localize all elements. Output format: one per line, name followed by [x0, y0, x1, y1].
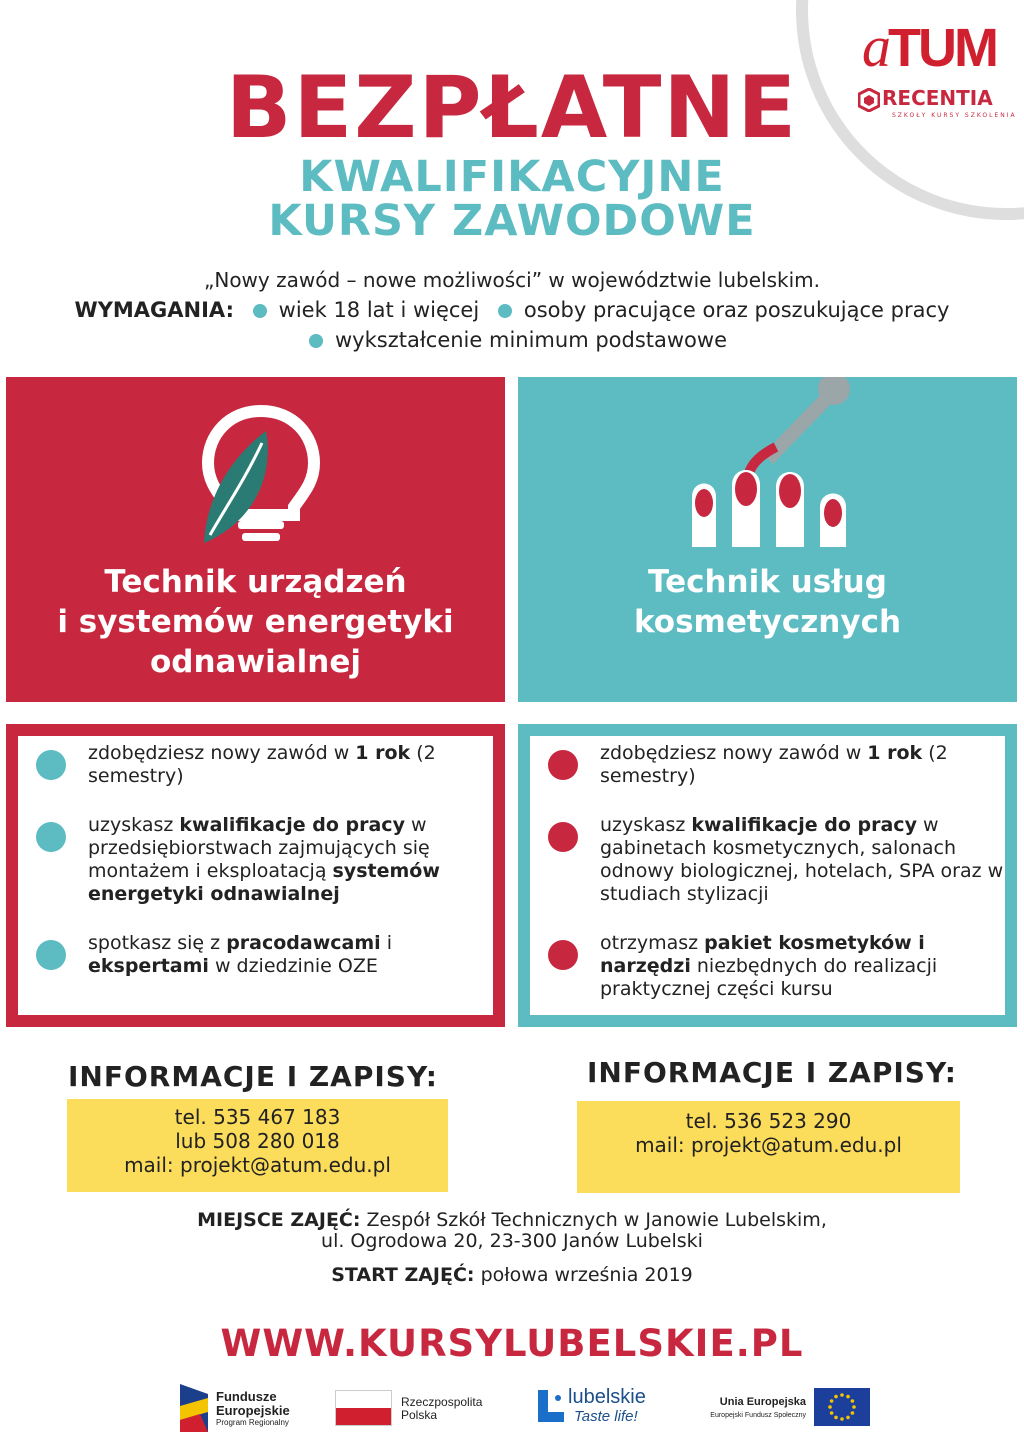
bullet-dot-icon	[36, 940, 66, 970]
bullet-dot-icon	[548, 940, 578, 970]
lubelskie-logo: lubelskie Taste life!	[528, 1384, 658, 1432]
bullet-dot-icon	[309, 334, 323, 348]
benefits-box-cosmetics: zdobędziesz nowy zawód w 1 rok (2 semestry) uzyskasz kwalifikacje do pracy w gabinetach kosmetycznych, salonach odnowy biologicznej, hotelach, SPA oraz w studiach stylizacji otrzymasz pakiet kosmetyków i narzędzi niezbędnych do realizacji praktycznej części kursu	[518, 724, 1017, 1027]
contact-phone[interactable]: tel. 535 467 183	[174, 1105, 341, 1129]
bullet-dot-icon	[548, 750, 578, 780]
requirement-item: wiek 18 lat i więcej	[278, 298, 480, 322]
page-subtitle-line1: KWALIFIKACYJNE	[299, 152, 725, 202]
contact-heading-cosmetics: INFORMACJE I ZAPISY:	[587, 1056, 957, 1089]
page-title: BEZPŁATNE	[225, 58, 799, 158]
website-link[interactable]: WWW.KURSYLUBELSKIE.PL	[220, 1322, 804, 1365]
bullet-dot-icon	[36, 822, 66, 852]
bullet-dot-icon	[253, 304, 267, 318]
atum-logo: aTUM	[862, 14, 996, 79]
contact-box-cosmetics	[577, 1101, 960, 1193]
contact-phone-alt[interactable]: lub 508 280 018	[175, 1129, 340, 1153]
requirement-item: wykształcenie minimum podstawowe	[334, 328, 727, 352]
page-subtitle-line2: KURSY ZAWODOWE	[268, 196, 756, 246]
contact-box-energy	[67, 1099, 448, 1192]
course-title-cosmetics: Technik usług kosmetycznych	[633, 564, 902, 640]
lightbulb-leaf-icon	[196, 403, 326, 553]
unia-europejska-logo: Unia Europejska Europejski Fundusz Społeczny	[682, 1384, 872, 1432]
recentia-tagline: SZKOŁY KURSY SZKOLENIA	[892, 112, 1017, 119]
course-panel-cosmetics	[518, 377, 1017, 702]
contact-heading-energy: INFORMACJE I ZAPISY:	[68, 1060, 438, 1093]
lubelskie-emblem-icon	[528, 1388, 568, 1428]
contact-email[interactable]: mail: projekt@atum.edu.pl	[635, 1133, 902, 1157]
class-start: START ZAJĘĆ: połowa września 2019	[331, 1264, 693, 1286]
fundusze-europejskie-logo: Fundusze Europejskie Program Regionalny	[180, 1384, 340, 1432]
eu-flag-icon	[814, 1388, 870, 1426]
nail-polish-icon	[688, 377, 858, 547]
tagline: „Nowy zawód – nowe możliwości” w województwie lubelskim.	[204, 268, 820, 292]
contact-phone[interactable]: tel. 536 523 290	[685, 1109, 852, 1133]
requirements-line-2	[0, 328, 1024, 352]
fe-emblem-icon	[180, 1384, 208, 1432]
course-panel-energy	[6, 377, 505, 702]
bullet-dot-icon	[36, 750, 66, 780]
requirements-label: WYMAGANIA:	[74, 298, 234, 322]
polish-flag-icon	[335, 1390, 392, 1426]
requirements-line	[0, 298, 1024, 322]
bullet-dot-icon	[548, 822, 578, 852]
rzeczpospolita-polska-logo: Rzeczpospolita Polska	[335, 1384, 505, 1432]
recentia-name: RECENTIA	[882, 86, 993, 110]
class-location: MIEJSCE ZAJĘĆ: Zespół Szkół Technicznych w Janowie Lubelskim, ul. Ogrodowa 20, 23-300 Janów Lubelski	[197, 1209, 827, 1252]
course-title-energy: Technik urządzeń i systemów energetyki odnawialnej	[57, 564, 454, 680]
bullet-dot-icon	[498, 304, 512, 318]
contact-email[interactable]: mail: projekt@atum.edu.pl	[124, 1153, 391, 1177]
requirement-item: osoby pracujące oraz poszukujące pracy	[523, 298, 950, 322]
benefits-box-energy: zdobędziesz nowy zawód w 1 rok (2 semestry) uzyskasz kwalifikacje do pracy w przedsiębiorstwach zajmujących się montażem i eksploatacją systemów energetyki odnawialnej spotkasz się z pracodawcami i ekspertami w dziedzinie OZE	[6, 724, 505, 1027]
